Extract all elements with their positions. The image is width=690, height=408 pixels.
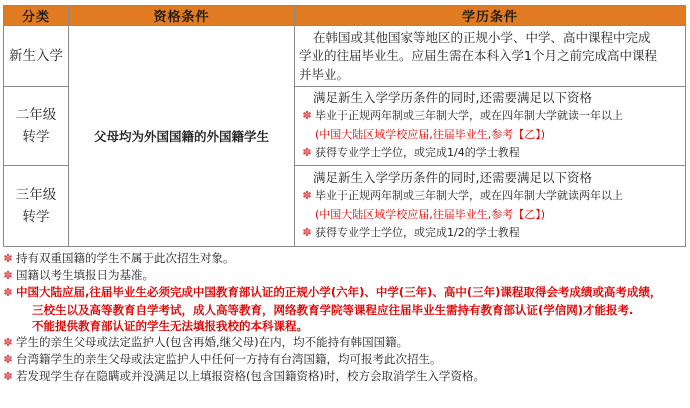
header-education: 学历条件 (295, 6, 686, 26)
asterisk-icon: ✽ (3, 286, 13, 300)
note-item: ✽ 若发现学生存在隐瞒或并没满足以上填报资格(包含国籍资格)时，校方会取消学生入学资格。 (0, 368, 690, 385)
table-row-freshman (4, 26, 686, 87)
edu-line: 在韩国或其他国家等地区的正规小学、中学、高中课程中完成 (313, 29, 651, 45)
notes-list (0, 250, 690, 386)
asterisk-icon: ✽ (3, 252, 13, 265)
header-category: 分类 (4, 6, 69, 26)
note-item: ✽ 国籍以考生填报日为基准。 (0, 267, 690, 284)
category-label: 三年级 (15, 186, 57, 203)
asterisk-icon: ✽ (3, 269, 13, 283)
note-item: ✽ 台湾籍学生的亲生父母或法定监护人中任何一方持有台湾国籍，均可报考此次招生。 (0, 351, 690, 368)
edu-intro: 满足新生入学学历条件的同时,还需要满足以下资格 (313, 89, 592, 105)
category-third-year (4, 165, 69, 246)
asterisk-icon: ✽ (3, 370, 13, 384)
shared-condition: 父母均为外国国籍的外国籍学生 (69, 26, 295, 247)
asterisk-icon: ✽ (3, 336, 13, 350)
header-condition: 资格条件 (69, 6, 295, 26)
edu-third-year (295, 165, 686, 246)
note-item: ✽ 学生的亲生父母或法定监护人(包含再婚,继父母)在内，均不能持有韩国国籍。 (0, 334, 690, 351)
asterisk-icon: ✽ (302, 226, 312, 240)
note-item: ✽ 持有双重国籍的学生不属于此次招生对象。 (0, 250, 690, 267)
category-second-year (4, 87, 69, 165)
edu-freshman (295, 26, 686, 87)
category-freshman: 新生入学 (4, 26, 69, 87)
edu-note: (中国大陆区域学校应届,往届毕业生,参考【乙】) (315, 207, 546, 221)
edu-line: 并毕业。 (299, 66, 350, 82)
edu-line: 学业的往届毕业生。应届生需在本科入学1个月之前完成高中课程 (299, 48, 657, 64)
edu-intro: 满足新生入学学历条件的同时,还需要满足以下资格 (313, 169, 592, 185)
note-item: 不能提供教育部认证的学生无法填报我校的本科课程。 (32, 318, 308, 333)
asterisk-icon: ✽ (302, 109, 312, 123)
edu-item: 获得专业学士学位，或完成1/4的学士教程 (315, 146, 520, 160)
note-item: ✽ 中国大陆应届,往届毕业生必须完成中国教育部认证的正规小学(六年)、中学(三年)、高中(三年)课程取得会考成绩或高考成绩， (0, 284, 690, 301)
category-label: 二年级 (15, 106, 57, 123)
edu-item: 毕业于正规两年制或三年制大学，或在四年制大学就读两年以上 (315, 189, 623, 203)
asterisk-icon: ✽ (302, 189, 312, 203)
asterisk-icon: ✽ (302, 146, 312, 160)
edu-item: 毕业于正规两年制或三年制大学，或在四年制大学就读一年以上 (315, 109, 623, 123)
edu-second-year (295, 87, 686, 165)
edu-note: (中国大陆区域学校应届,往届毕业生,参考【乙】) (315, 127, 546, 141)
table-header-row (4, 6, 686, 26)
asterisk-icon: ✽ (3, 353, 13, 367)
admission-requirements-table (3, 5, 686, 247)
category-label: 转学 (22, 208, 50, 225)
category-label: 转学 (22, 128, 50, 145)
edu-item: 获得专业学士学位，或完成1/2的学士教程 (315, 226, 520, 240)
note-item: 三校生以及高等教育自学考试，成人高等教育，网络教育学院等课程应往届毕业生需持有教育部认证(学信网)才能报考. (32, 302, 634, 317)
